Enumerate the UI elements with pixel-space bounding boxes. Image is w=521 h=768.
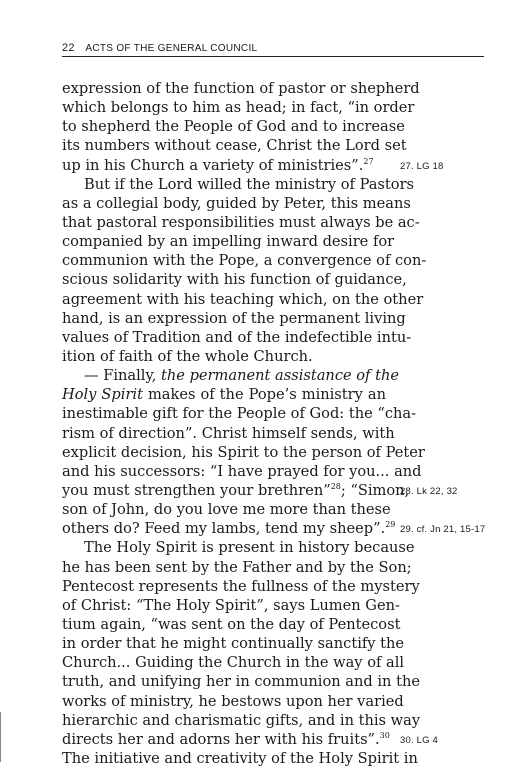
text-line: and his successors: “I have prayed for you... and	[62, 462, 422, 480]
text-line: son of John, do you love me more than these	[62, 501, 391, 519]
text-line: values of Tradition and of the indefectible intu-	[62, 328, 412, 346]
text-line: up in his Church a variety of ministries”.$^{27}$	[62, 156, 374, 174]
text-line: Holy Spirit makes of the Pope’s ministry an	[62, 386, 386, 404]
footnote: 30. LG 4	[400, 735, 439, 747]
text-line: Church... Guiding the Church in the way of all	[62, 654, 405, 672]
text-line: that pastoral responsibilities must always be ac-	[62, 213, 420, 231]
text-line: of Christ: “The Holy Spirit”, says Lumen Gen-	[62, 596, 400, 614]
text-line: its numbers without cease, Christ the Lord set	[62, 137, 407, 155]
text-line: expression of the function of pastor or shepherd	[62, 80, 420, 97]
text-line: hierarchic and charismatic gifts, and in this way	[62, 711, 421, 729]
text-line: you must strengthen your brethren”$^{28}$; “Simon,	[62, 481, 410, 499]
text-line: directs her and adorns her with his fruits”.$^{30}$	[62, 730, 390, 748]
text-line: The Holy Spirit is present in history because	[84, 539, 415, 557]
text-line: hand, is an expression of the permanent living	[62, 309, 406, 327]
text-line: works of ministry, he bestows upon her varied	[62, 692, 404, 710]
running-title: ACTS OF THE GENERAL COUNCIL	[85, 43, 258, 54]
text-line: Pentecost represents the fullness of the mystery	[62, 577, 420, 595]
text-line: rism of direction”. Christ himself sends, with	[62, 424, 395, 442]
text-line: The initiative and creativity of the Holy Spirit in	[62, 749, 418, 767]
text-line: he has been sent by the Father and by the Son;	[62, 558, 412, 576]
footnote: 27. LG 18	[400, 160, 444, 172]
text-line: to shepherd the People of God and to increase	[62, 118, 405, 136]
header-rule	[62, 56, 484, 57]
footnote-ref: 29	[385, 520, 396, 530]
text-line: But if the Lord willed the ministry of Pastors	[84, 175, 415, 193]
text-line: inestimable gift for the People of God: the “cha-	[62, 405, 417, 423]
footnote: 29. cf. Jn 21, 15-17	[400, 524, 486, 536]
running-header	[62, 42, 482, 54]
text-line: explicit decision, his Spirit to the person of Peter	[62, 443, 425, 461]
page-edge-mark	[0, 712, 1, 762]
text-line: communion with the Pope, a convergence of con-	[62, 252, 427, 270]
text-line: — Finally, the permanent assistance of the	[84, 367, 399, 385]
footnote-ref: 30	[379, 730, 390, 740]
text-line: others do? Feed my lambs, tend my sheep”.$^{29}$	[62, 520, 396, 538]
text-line: agreement with his teaching which, on the other	[62, 290, 424, 308]
text-line: tium again, “was sent on the day of Pentecost	[62, 615, 401, 633]
text-line: as a collegial body, guided by Peter, this means	[62, 194, 411, 212]
text-line: truth, and unifying her in communion and in the	[62, 673, 420, 691]
text-line: companied by an impelling inward desire for	[62, 233, 395, 251]
page-number: 22	[62, 42, 75, 54]
text-line: ition of faith of the whole Church.	[62, 347, 313, 365]
text-line: which belongs to him as head; in fact, “in order	[62, 99, 415, 117]
text-line: in order that he might continually sanctify the	[62, 635, 405, 653]
footnote: 28. Lk 22, 32	[400, 486, 458, 498]
text-line: scious solidarity with his function of guidance,	[62, 271, 407, 289]
footnote-ref: 27	[363, 156, 374, 166]
